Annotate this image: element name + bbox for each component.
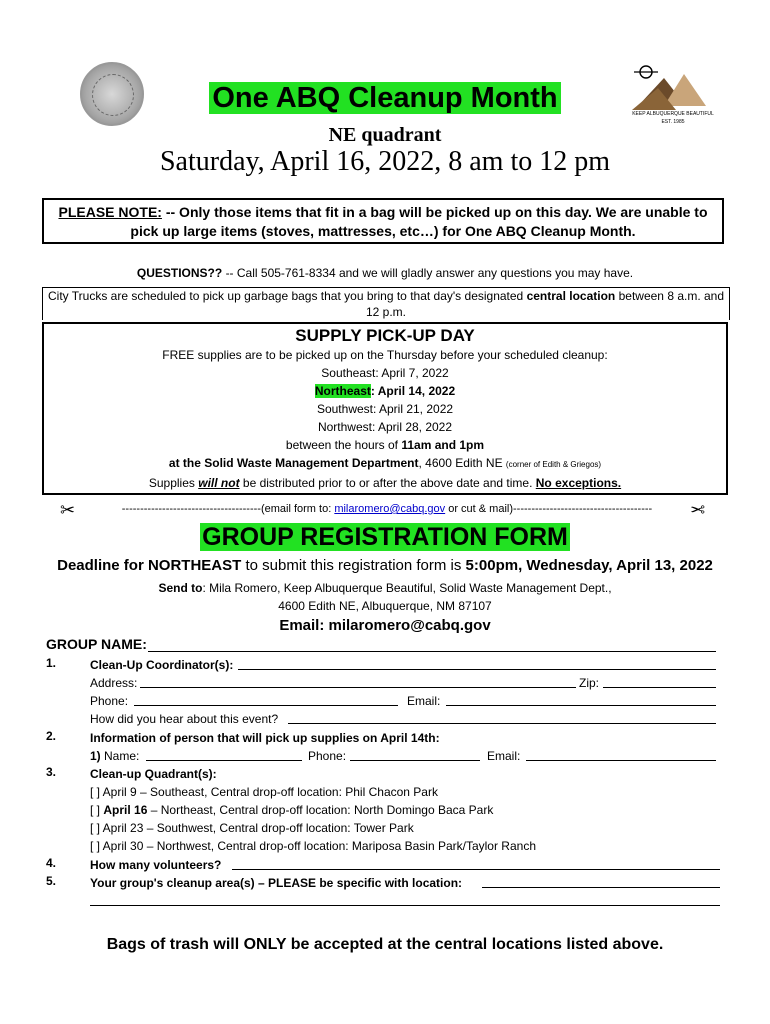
questions-line: QUESTIONS?? -- Call 505-761-8334 and we will gladly answer any questions you may have. (136, 266, 634, 280)
group-name-field[interactable] (148, 651, 716, 652)
pickup-info-label: Information of person that will pick up supplies on April 14th: (90, 731, 440, 745)
logo-est: EST. 1985 (661, 119, 685, 125)
cleanup-area-label: Your group's cleanup area(s) – PLEASE be specific with location: (90, 876, 463, 890)
coordinator-field[interactable] (238, 669, 716, 670)
page-title: One ABQ Cleanup Month (0, 82, 770, 115)
supply-warning: Supplies will not be distributed prior to or after the above date and time. No exceptions. (148, 476, 622, 490)
item-number: 2. (46, 729, 57, 743)
pickup-phone-label: Phone: (308, 749, 347, 763)
logo-text: KEEP ALBUQUERQUE BEAUTIFUL (632, 111, 714, 117)
quadrant-option-southeast[interactable]: [ ] April 9 – Southeast, Central drop-off location: Phil Chacon Park (90, 785, 438, 799)
event-date: Saturday, April 16, 2022, 8 am to 12 pm (159, 146, 611, 177)
item-number: 5. (46, 874, 57, 888)
email-link[interactable]: milaromero@cabq.gov (334, 503, 446, 515)
supply-northwest: Northwest: April 28, 2022 (317, 420, 453, 434)
address-field[interactable] (140, 687, 576, 688)
deadline-line: Deadline for NORTHEAST to submit this registration form is 5:00pm, Wednesday, April 13, 2022 (57, 557, 713, 574)
supply-place: at the Solid Waste Management Department, 4600 Edith NE (corner of Edith & Griegos) (168, 456, 602, 470)
how-heard-label: How did you hear about this event? (90, 712, 279, 726)
send-to: Send to: Mila Romero, Keep Albuquerque Beautiful, Solid Waste Management Dept., 4600 Edith NE, Albuquerque, NM 87107 (158, 581, 612, 613)
supply-hours: between the hours of 11am and 1pm (285, 438, 485, 452)
supply-pickup-box (42, 322, 728, 495)
group-name-label: GROUP NAME: (46, 636, 147, 652)
cleanup-area-field-2[interactable] (90, 905, 720, 906)
pickup-phone-field[interactable] (350, 760, 480, 761)
phone-field[interactable] (134, 705, 398, 706)
note-label: PLEASE NOTE: (58, 204, 162, 220)
item-number: 1. (46, 656, 57, 670)
pickup-name-field[interactable] (146, 760, 302, 761)
how-heard-field[interactable] (288, 723, 716, 724)
cleanup-area-field[interactable] (482, 887, 720, 888)
scissors-icon: ✂ (690, 500, 706, 520)
pickup-email-label: Email: (487, 749, 521, 763)
coordinator-label: Clean-Up Coordinator(s): (90, 658, 234, 672)
volunteers-field[interactable] (232, 869, 720, 870)
volunteers-label: How many volunteers? (90, 858, 222, 872)
cut-line: --------------------------------------(email form to: milaromero@cabq.gov or cut & mail)-------------------------------------- (121, 503, 653, 515)
form-title: GROUP REGISTRATION FORM (202, 523, 568, 551)
quadrant-option-northeast[interactable]: [ ] April 16 – Northeast, Central drop-off location: North Domingo Baca Park (90, 803, 494, 817)
quadrant-option-northwest[interactable]: [ ] April 30 – Northwest, Central drop-off location: Mariposa Basin Park/Taylor Ranch (90, 839, 536, 853)
supply-northeast: Northeast: April 14, 2022 (314, 384, 456, 398)
contact-email: Email: milaromero@cabq.gov (279, 617, 491, 634)
email-field[interactable] (446, 705, 716, 706)
scissors-icon: ✂ (60, 500, 76, 520)
supply-southwest: Southwest: April 21, 2022 (316, 402, 454, 416)
address-label: Address: (90, 676, 138, 690)
trucks-info: City Trucks are scheduled to pick up garbage bags that you bring to that day's designated central location between 8 a.m. and 12 p.m. (42, 287, 730, 320)
pickup-email-field[interactable] (526, 760, 716, 761)
item-number: 4. (46, 856, 57, 870)
quadrants-label: Clean-up Quadrant(s): (90, 767, 217, 781)
note-text: -- Only those items that fit in a bag will be picked up on this day. We are unable to pick up large items (stoves, mattresses, etc…) for One ABQ Cleanup Month. (130, 204, 708, 239)
phone-label: Phone: (90, 694, 129, 708)
supply-southeast: Southeast: April 7, 2022 (321, 366, 449, 380)
zip-label: Zip: (579, 676, 600, 690)
supply-intro: FREE supplies are to be picked up on the Thursday before your scheduled cleanup: (162, 348, 608, 362)
please-note-box (42, 198, 724, 244)
quadrant-option-southwest[interactable]: [ ] April 23 – Southwest, Central drop-off location: Tower Park (90, 821, 414, 835)
item-number: 3. (46, 765, 57, 779)
footer-note: Bags of trash will ONLY be accepted at the central locations listed above. (106, 936, 664, 953)
email-label: Email: (407, 694, 441, 708)
pickup-name-label: 1) Name: (90, 749, 140, 763)
supply-title: SUPPLY PICK-UP DAY (295, 326, 475, 345)
zip-field[interactable] (603, 687, 716, 688)
quadrant-subtitle: NE quadrant (328, 124, 442, 146)
